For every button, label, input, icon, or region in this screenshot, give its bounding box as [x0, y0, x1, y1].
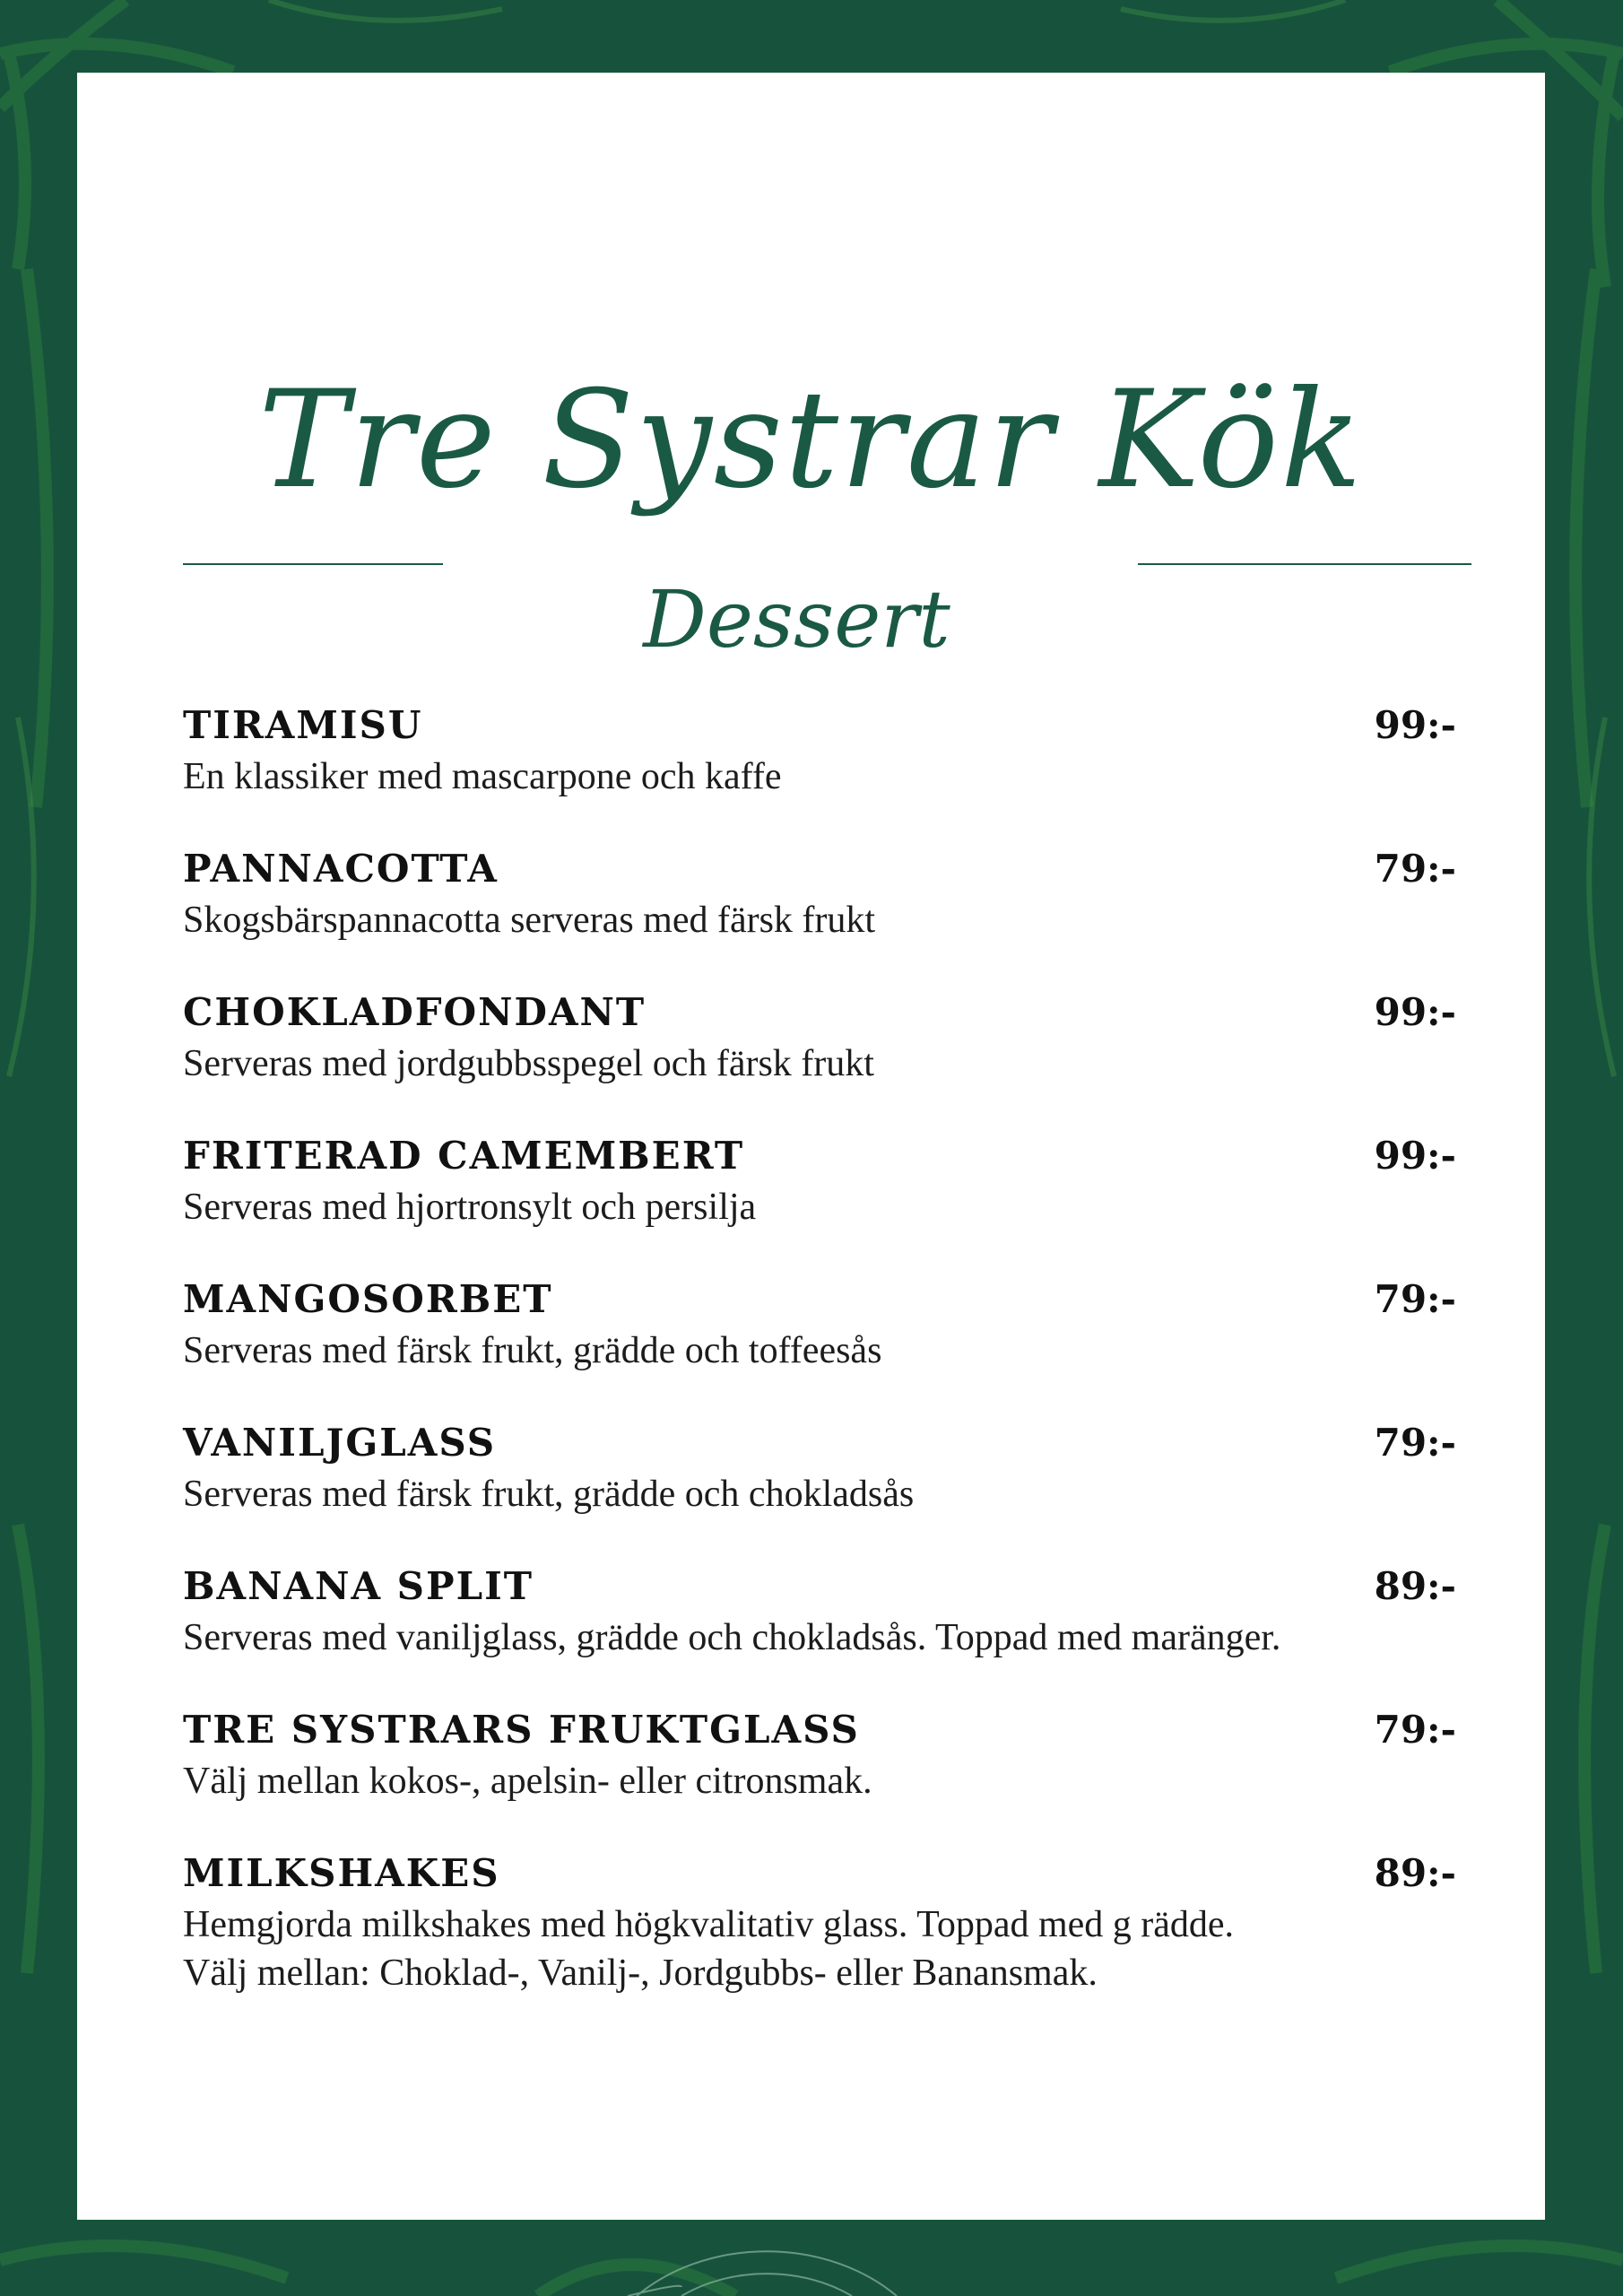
item-price: 79:- — [1374, 847, 1456, 891]
item-price: 89:- — [1374, 1851, 1456, 1895]
item-description — [183, 1613, 1438, 1662]
menu-item-pannacotta — [183, 844, 1456, 987]
item-description-line: Välj mellan: Choklad-, Vanilj-, Jordgubbs- eller Banansmak. — [183, 1952, 1098, 1994]
item-name: TRE SYSTRARS FRUKTGLASS — [183, 1708, 860, 1752]
menu-item-banana-split — [183, 1561, 1456, 1705]
menu-card — [77, 73, 1545, 2220]
item-description — [183, 896, 1438, 944]
item-price: 89:- — [1374, 1564, 1456, 1608]
item-name: CHOKLADFONDANT — [183, 990, 647, 1034]
item-price: 79:- — [1374, 1277, 1456, 1321]
item-description — [183, 1470, 1438, 1518]
item-name: BANANA SPLIT — [183, 1564, 534, 1608]
item-description-line: Välj mellan kokos-, apelsin- eller citronsmak. — [183, 1761, 872, 1802]
menu-item-mangosorbet — [183, 1274, 1456, 1418]
item-description — [183, 1757, 1438, 1805]
menu-item-tre-systrars-fruktglass — [183, 1705, 1456, 1848]
menu-item-milkshakes — [183, 1848, 1456, 2028]
item-description — [183, 1900, 1438, 1997]
section-title: Dessert — [643, 573, 950, 665]
item-description-line: Serveras med hjortronsylt och persilja — [183, 1187, 757, 1228]
item-name: VANILJGLASS — [183, 1421, 497, 1465]
item-name: FRITERAD CAMEMBERT — [183, 1134, 745, 1178]
item-name: MANGOSORBET — [183, 1277, 553, 1321]
item-description-line: Serveras med jordgubbsspegel och färsk frukt — [183, 1043, 874, 1084]
item-price: 99:- — [1374, 990, 1456, 1034]
item-name: PANNACOTTA — [183, 847, 499, 891]
item-description — [183, 1039, 1438, 1088]
item-description-line: Serveras med vaniljglass, grädde och chokladsås. Toppad med maränger. — [183, 1617, 1281, 1658]
item-description-line: En klassiker med mascarpone och kaffe — [183, 756, 782, 797]
item-price: 99:- — [1374, 703, 1456, 747]
item-description-line: Serveras med färsk frukt, grädde och chokladsås — [183, 1474, 915, 1515]
item-description — [183, 1183, 1438, 1231]
item-price: 99:- — [1374, 1134, 1456, 1178]
item-description-line: Skogsbärspannacotta serveras med färsk frukt — [183, 900, 876, 941]
divider-left — [183, 563, 443, 565]
menu-item-tiramisu — [183, 700, 1456, 844]
menu-item-vaniljglass — [183, 1418, 1456, 1561]
menu-items-list — [183, 700, 1456, 2028]
menu-item-chokladfondant — [183, 987, 1456, 1131]
item-name: MILKSHAKES — [183, 1851, 500, 1895]
menu-item-friterad-camembert — [183, 1131, 1456, 1274]
item-name: TIRAMISU — [183, 703, 423, 747]
item-description-line: Serveras med färsk frukt, grädde och toffeesås — [183, 1330, 882, 1371]
divider-right — [1138, 563, 1471, 565]
item-description-line: Hemgjorda milkshakes med högkvalitativ glass. Toppad med g rädde. — [183, 1904, 1235, 1945]
item-price: 79:- — [1374, 1708, 1456, 1752]
item-description — [183, 1326, 1438, 1375]
restaurant-name: Tre Systrar Kök — [258, 362, 1364, 518]
item-price: 79:- — [1374, 1421, 1456, 1465]
item-description — [183, 752, 1438, 801]
